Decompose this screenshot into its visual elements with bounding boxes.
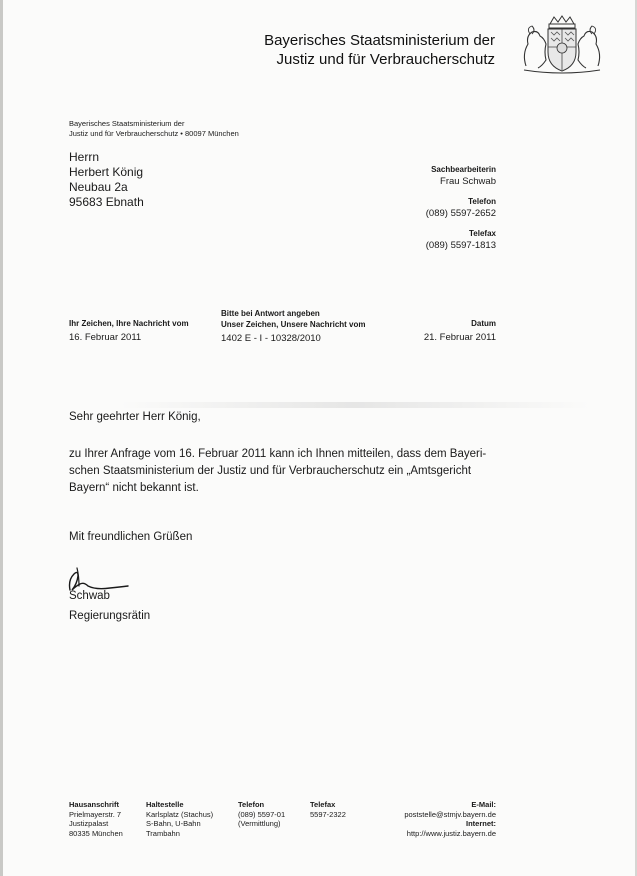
letterhead-line1: Bayerisches Staatsministerium der	[264, 32, 495, 49]
footer-fax-line1: 5597-2322	[310, 809, 346, 819]
date-value: 21. Februar 2011	[423, 332, 496, 343]
footer-fax	[310, 800, 346, 819]
footer-stop	[146, 800, 213, 838]
scan-left-edge	[0, 0, 3, 876]
our-ref-label: Unser Zeichen, Unsere Nachricht vom	[221, 320, 366, 329]
clerk-name: Frau Schwab	[440, 176, 496, 187]
footer-phone-label: Telefon	[238, 800, 265, 809]
recipient-address	[69, 150, 144, 210]
footer-phone-line2: (Vermittlung)	[238, 819, 281, 828]
reply-hint: Bitte bei Antwort angeben	[221, 309, 320, 318]
footer-address	[69, 800, 123, 838]
footer-phone-line1: (089) 5597-01	[238, 809, 286, 819]
letter-date	[424, 318, 496, 343]
footer-phone	[238, 800, 285, 829]
footer-stop-line3: Trambahn	[146, 828, 180, 838]
fax-label: Telefax	[469, 229, 496, 238]
sender-line2: Justiz und für Verbraucherschutz • 80097 München	[69, 129, 239, 138]
closing: Mit freundlichen Grüßen	[69, 531, 193, 543]
footer-email[interactable]: poststelle@stmjv.bayern.de	[404, 809, 496, 819]
footer-fax-label: Telefax	[310, 800, 336, 809]
recipient-street: Neubau 2a	[69, 180, 128, 194]
date-label: Datum	[471, 319, 496, 328]
sender-line	[69, 119, 239, 139]
letterhead	[264, 31, 495, 69]
greeting: Sehr geehrter Herr König,	[69, 411, 201, 423]
bavarian-coat-of-arms-icon	[516, 14, 608, 74]
letterhead-line2: Justiz und für Verbraucherschutz	[276, 51, 495, 68]
footer-email-label: E-Mail:	[471, 800, 496, 809]
scan-smudge	[120, 402, 590, 408]
letter-body	[69, 446, 486, 497]
recipient-name: Herbert König	[69, 165, 144, 179]
our-reference	[221, 308, 366, 344]
body-line1: zu Ihrer Anfrage vom 16. Februar 2011 kann ich Ihnen mitteilen, dass dem Bayeri-	[69, 448, 487, 460]
footer-contact	[404, 800, 496, 838]
our-ref-value: 1402 E - I - 10328/2010	[221, 333, 321, 344]
footer-stop-label: Haltestelle	[146, 800, 184, 809]
recipient-salutation: Herrn	[69, 150, 100, 164]
footer-address-label: Hausanschrift	[69, 800, 120, 809]
recipient-city: 95683 Ebnath	[69, 195, 144, 209]
footer-stop-line2: S-Bahn, U-Bahn	[146, 819, 201, 828]
sender-line1: Bayerisches Staatsministerium der	[69, 119, 185, 128]
phone-label: Telefon	[468, 197, 496, 206]
footer-web-label: Internet:	[466, 819, 496, 828]
footer-stop-line1: Karlsplatz (Stachus)	[146, 809, 214, 819]
signer-name: Schwab	[69, 590, 110, 602]
footer-address-line3: 80335 München	[69, 828, 123, 838]
clerk-label: Sachbearbeiterin	[431, 165, 496, 174]
footer-address-line2: Justizpalast	[69, 819, 109, 828]
body-line2: schen Staatsministerium der Justiz und für Verbraucherschutz ein „Amtsgericht	[69, 465, 472, 477]
fax-number: (089) 5597-1813	[425, 240, 496, 251]
contact-block	[426, 164, 496, 252]
footer-web[interactable]: http://www.justiz.bayern.de	[406, 828, 496, 838]
signer-title: Regierungsrätin	[69, 610, 151, 622]
phone-number: (089) 5597-2652	[425, 208, 496, 219]
your-reference	[69, 318, 189, 343]
body-line3: Bayern“ nicht bekannt ist.	[69, 482, 199, 494]
footer-address-line1: Prielmayerstr. 7	[69, 809, 122, 819]
your-ref-value: 16. Februar 2011	[69, 332, 142, 343]
your-ref-label: Ihr Zeichen, Ihre Nachricht vom	[69, 319, 189, 328]
